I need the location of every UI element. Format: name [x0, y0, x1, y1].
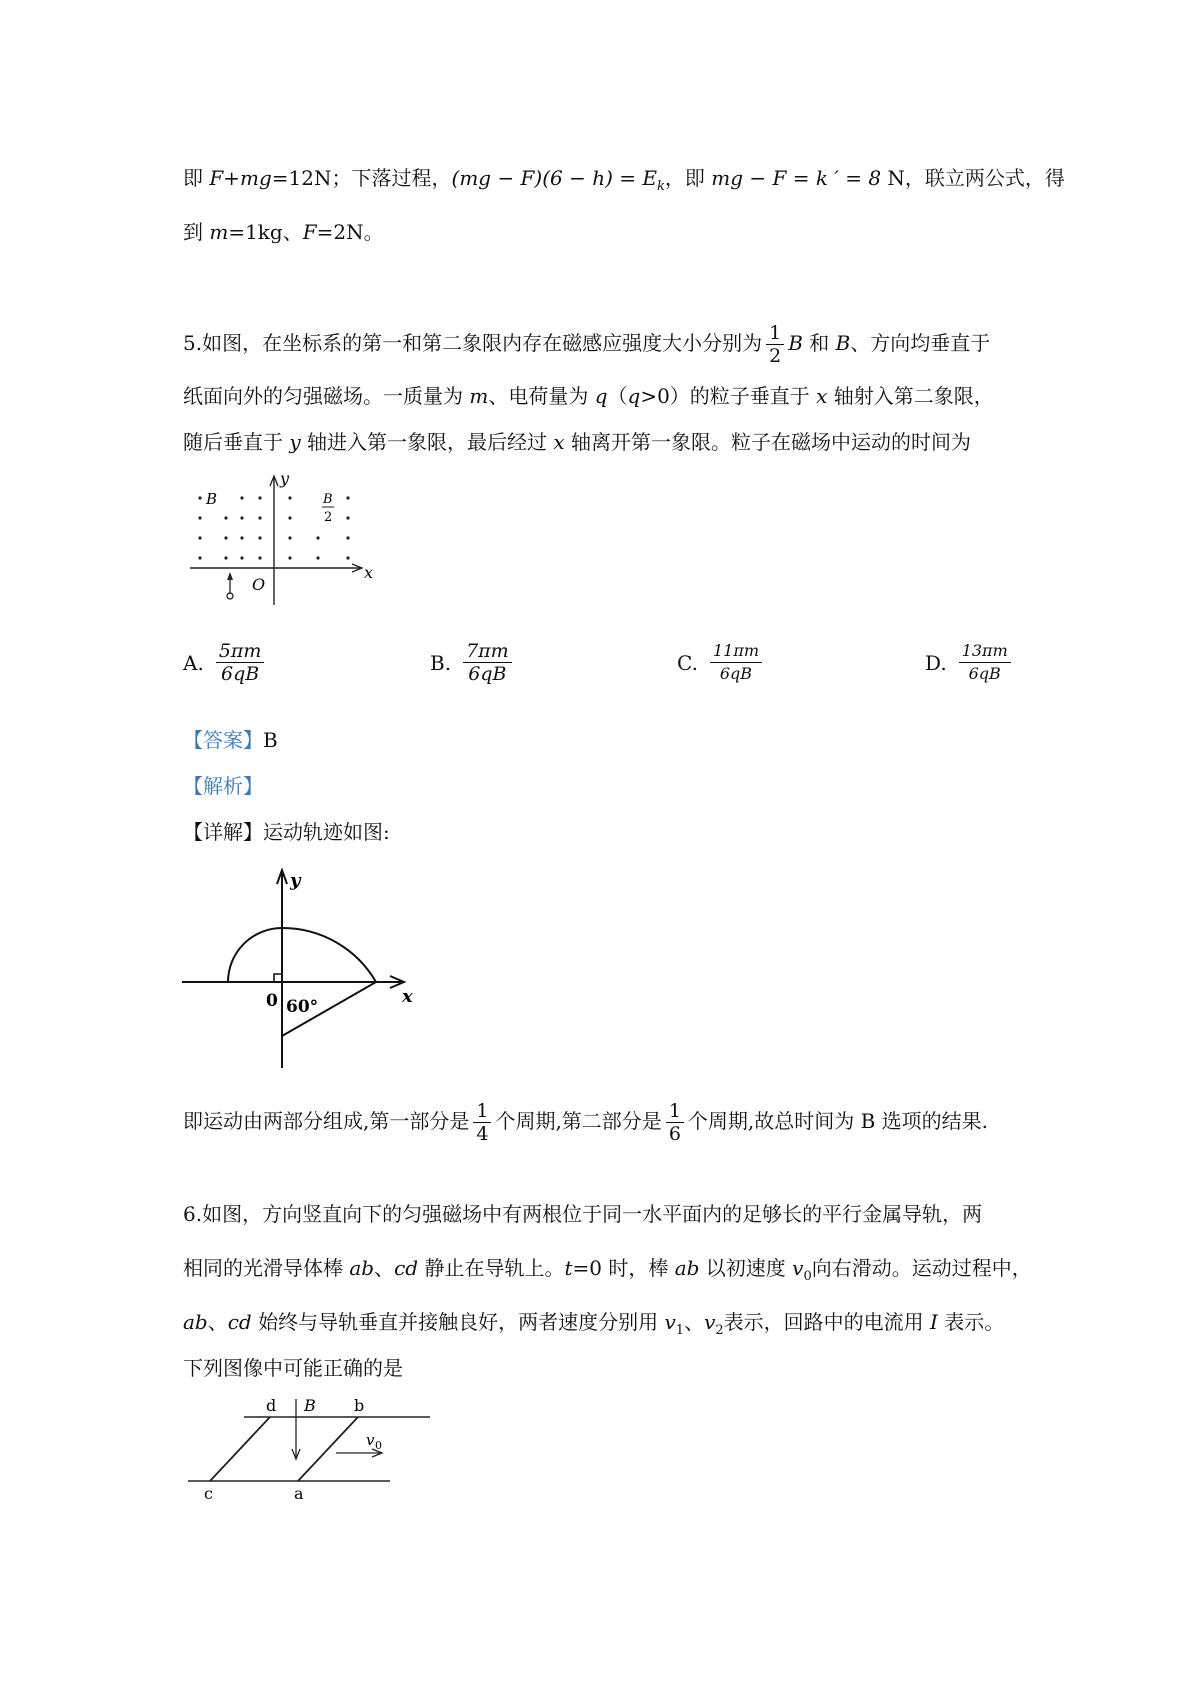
frac-den: 6qB	[221, 663, 260, 685]
option-b[interactable]	[430, 640, 516, 685]
text: =1kg、	[228, 220, 303, 244]
label-B: B	[304, 1396, 316, 1415]
frac-num: 1	[666, 1100, 684, 1123]
option-label: D.	[925, 650, 947, 675]
trajectory-arc	[228, 928, 376, 982]
frac-num: 1	[473, 1100, 491, 1123]
q5-line-3	[183, 428, 971, 456]
var-x: x	[553, 430, 565, 454]
q5-field-figure	[190, 470, 390, 610]
text: 、方向均垂直于	[850, 331, 991, 355]
q6-line-4	[183, 1354, 403, 1382]
answer-tag: 【答案】	[183, 728, 263, 752]
text: 、	[374, 1256, 395, 1280]
b-right-den: 2	[324, 510, 333, 525]
subscript: 2	[715, 1323, 724, 1338]
x-axis-label: x	[402, 986, 413, 1007]
text: 相同的光滑导体棒	[183, 1256, 350, 1280]
q6-line-1	[183, 1200, 982, 1228]
option-c[interactable]	[677, 640, 766, 685]
answer-value: B	[263, 728, 278, 752]
text: 和	[802, 331, 836, 355]
text: >0）的粒子垂直于	[640, 384, 817, 408]
frac-den: 6	[668, 1123, 681, 1145]
text: ，即	[664, 166, 712, 190]
rod-cd	[210, 1417, 270, 1481]
q5-line-1	[183, 322, 990, 367]
var-x: x	[816, 384, 828, 408]
detail-line	[183, 818, 390, 846]
prev-line-1	[183, 164, 1065, 201]
option-label: B.	[430, 650, 452, 675]
var-F: F	[302, 220, 317, 244]
field-dots-right	[288, 496, 349, 559]
text: 表示。	[937, 1310, 1005, 1334]
q5-trajectory-figure	[180, 868, 420, 1078]
frac-den: 6qB	[719, 664, 753, 683]
text: 轴进入第一象限，最后经过	[300, 430, 554, 454]
text: 、	[207, 1310, 228, 1334]
text: 静止在导轨上。	[418, 1256, 565, 1280]
prev-line-2	[183, 218, 384, 246]
var-q: q	[594, 384, 608, 408]
label-c: c	[204, 1484, 213, 1503]
q6-line-3	[183, 1308, 1004, 1345]
frac-num: 1	[766, 322, 784, 345]
text: 轴离开第一象限。粒子在磁场中运动的时间为	[564, 430, 972, 454]
text: 纸面向外的匀强磁场。一质量为	[183, 384, 470, 408]
detail-tag: 【详解】	[183, 820, 263, 844]
text: 即运动由两部分组成,第一部分是	[183, 1109, 470, 1133]
var-v: v	[704, 1310, 716, 1334]
option-label: C.	[677, 650, 698, 675]
var-B: B	[788, 331, 803, 355]
frac-den: 2	[769, 345, 782, 367]
text: 轴射入第二象限，	[827, 384, 994, 408]
q5-line-2	[183, 382, 994, 410]
text: 、	[684, 1310, 705, 1334]
option-label: A.	[183, 650, 204, 675]
q6-rails-figure	[186, 1395, 436, 1505]
text: 即	[183, 166, 210, 190]
option-frac	[710, 640, 762, 685]
text: +	[223, 166, 241, 190]
text: 始终与导轨垂直并接触良好，两者速度分别用	[251, 1310, 665, 1334]
text: 、电荷量为	[488, 384, 595, 408]
option-frac	[216, 640, 265, 685]
text: =0 时，棒	[572, 1256, 675, 1280]
var-F: F	[209, 166, 224, 190]
q6-line-2	[183, 1254, 1032, 1291]
frac-den: 6qB	[468, 663, 507, 685]
var-cd: cd	[227, 1310, 252, 1334]
particle-arrow	[227, 572, 233, 580]
y-axis-label: y	[290, 870, 301, 891]
text: 到	[183, 220, 210, 244]
text: 下列图像中可能正确的是	[183, 1356, 403, 1380]
text: 随后垂直于	[183, 430, 290, 454]
text: 6.如图，方向竖直向下的匀强磁场中有两根位于同一水平面内的足够长的平行金属导轨，两	[183, 1202, 983, 1226]
x-axis-label: x	[364, 563, 374, 582]
rod-ab	[298, 1417, 358, 1481]
text: 5.如图，在坐标系的第一和第二象限内存在磁感应强度大小分别为	[183, 331, 763, 355]
text: 向右滑动。运动过程中，	[811, 1256, 1032, 1280]
frac-den: 6qB	[968, 664, 1001, 683]
text: （	[607, 384, 628, 408]
option-a[interactable]	[183, 640, 268, 685]
text: =12N；下落过程，	[271, 166, 452, 190]
option-d[interactable]	[925, 640, 1015, 685]
frac-num: 11πm	[710, 640, 762, 663]
var-m: m	[469, 384, 489, 408]
var-B: B	[835, 331, 851, 355]
subscript: k	[657, 179, 665, 194]
subscript: 1	[675, 1323, 685, 1338]
detail-text: 运动轨迹如图:	[263, 820, 390, 844]
text: 个周期,故总时间为 B 选项的结果.	[687, 1109, 989, 1133]
frac-num: 5πm	[216, 640, 265, 663]
origin-label: 0	[266, 991, 278, 1011]
frac-den: 4	[476, 1123, 489, 1145]
label-b: b	[354, 1396, 365, 1415]
fraction-half	[766, 322, 784, 367]
var-mg: mg	[240, 166, 272, 190]
text: 以初速度	[699, 1256, 793, 1280]
angle-label: 60°	[286, 997, 319, 1017]
var-cd: cd	[394, 1256, 419, 1280]
label-v0: v	[366, 1431, 375, 1449]
text: N，联立两公式，得	[881, 166, 1065, 190]
var-m: m	[209, 220, 229, 244]
origin-label: O	[252, 575, 266, 594]
fraction-sixth	[666, 1100, 684, 1145]
conclusion-line	[183, 1100, 988, 1145]
b-right-num: B	[323, 492, 333, 507]
var-v: v	[664, 1310, 676, 1334]
equation-1: (mg − F)(6 − h) = E	[451, 166, 657, 190]
var-ab: ab	[349, 1256, 375, 1280]
text: 个周期,第二部分是	[495, 1109, 662, 1133]
y-axis-label: y	[280, 470, 290, 488]
right-angle-mark	[274, 974, 282, 982]
frac-num: 7πm	[463, 640, 512, 663]
option-frac	[959, 640, 1011, 685]
var-y: y	[289, 430, 301, 454]
option-frac	[463, 640, 512, 685]
analysis-line	[183, 772, 263, 800]
var-I: I	[930, 1310, 938, 1334]
var-ab: ab	[674, 1256, 700, 1280]
equation-2: mg − F = k ′ = 8	[711, 166, 882, 190]
text: 表示，回路中的电流用	[723, 1310, 931, 1334]
var-ab: ab	[183, 1310, 208, 1334]
text: =2N。	[316, 220, 384, 244]
label-v0-sub: 0	[375, 1439, 382, 1452]
label-a: a	[294, 1484, 304, 1503]
label-d: d	[266, 1396, 277, 1415]
b-left-label: B	[206, 490, 218, 508]
subscript: 0	[803, 1269, 812, 1284]
var-q: q	[627, 384, 641, 408]
var-t: t	[564, 1256, 573, 1280]
fraction-quarter	[473, 1100, 491, 1145]
frac-num: 13πm	[959, 640, 1011, 663]
var-v: v	[792, 1256, 804, 1280]
answer-line	[183, 726, 278, 754]
analysis-tag: 【解析】	[183, 774, 263, 798]
